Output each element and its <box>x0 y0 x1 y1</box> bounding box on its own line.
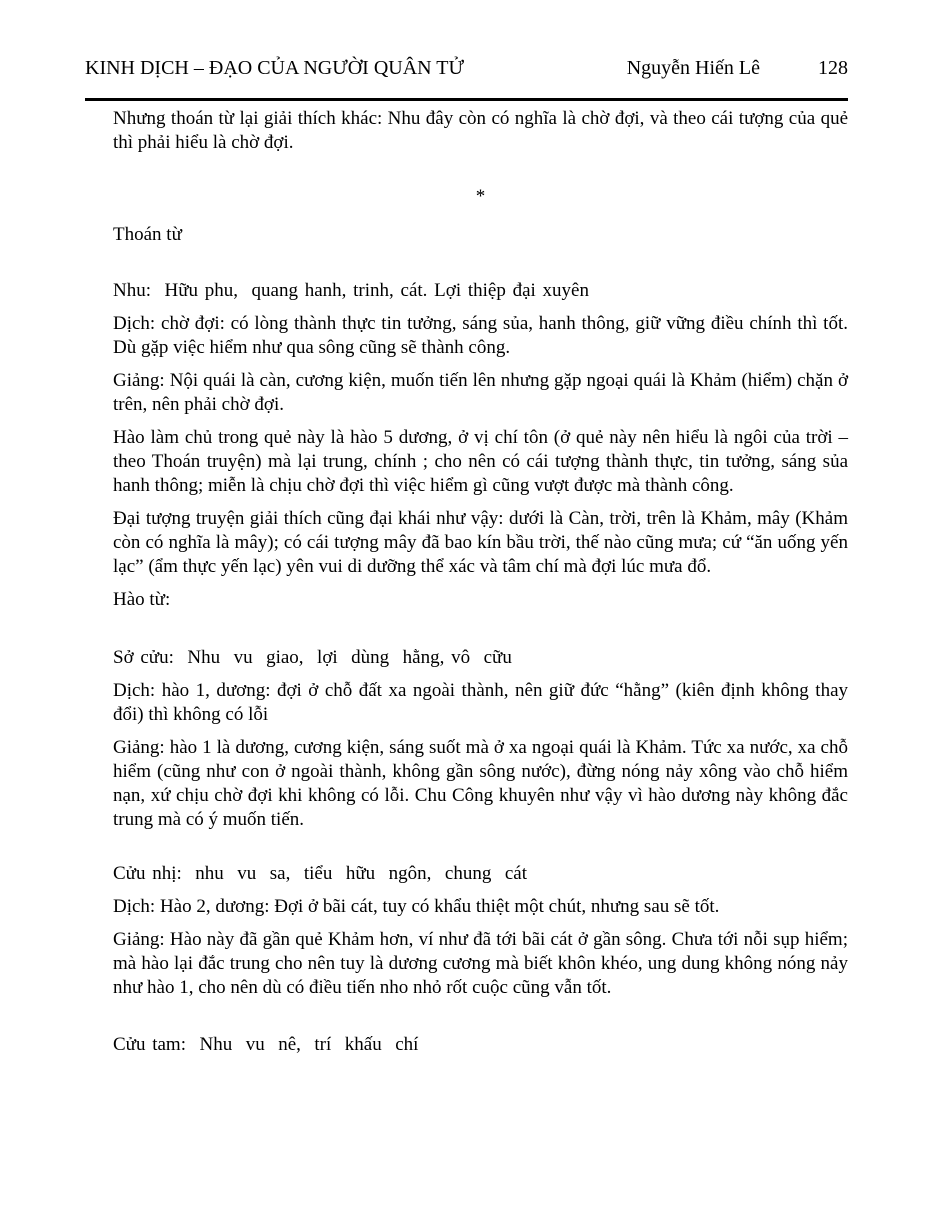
hao1-quote-line: Sở cửu: Nhu vu giao, lợi dùng hằng, vô cữu <box>113 647 512 668</box>
header-divider-rule <box>85 98 848 101</box>
thoan-tu-dai-tuong-paragraph: Đại tượng truyện giải thích cũng đại khái như vậy: dưới là Càn, trời, trên là Khảm, mây (Khảm còn có nghĩa là mây); có cái tượng mây đã bao kín bầu trời, thế nào cũng mưa; cứ “ăn uống yến lạc” (ẩm thực yến lạc) yên vui di dưỡng thể xác và tâm chí mà đợi lúc mưa đổ. <box>113 508 848 577</box>
thoan-tu-chu-hao-paragraph: Hào làm chủ trong quẻ này là hào 5 dương, ở vị chí tôn (ở quẻ này nên hiểu là ngôi của trời – theo Thoán truyện) mà lại trung, chính ; cho nên có cái tượng thành thực, tin tưởng, sáng sủa hanh thông; miễn là chịu chờ đợi thì việc hiểm gì cũng vượt được mà thành công. <box>113 427 848 496</box>
page-number: 128 <box>818 57 848 79</box>
book-title: KINH DỊCH – ĐẠO CỦA NGƯỜI QUÂN TỬ <box>85 57 464 79</box>
hao2-quote-line: Cửu nhị: nhu vu sa, tiểu hữu ngôn, chung cát <box>113 863 527 884</box>
hao2-giang-paragraph: Giảng: Hào này đã gần quẻ Khảm hơn, ví như đã tới bãi cát ở gần sông. Chưa tới nỗi sụp hiểm; mà hào lại đắc trung cho nên tuy là dương cương mà biết khôn khéo, ung dung không nóng nảy như hào 1, cho nên dù có điều tiến nho nhỏ rốt cuộc cũng vẫn tốt. <box>113 929 848 998</box>
hao1-giang-paragraph: Giảng: hào 1 là dương, cương kiện, sáng suốt mà ở xa ngoại quái là Khảm. Tức xa nước, xa chỗ hiểm (cũng như con ở ngoài thành, không gần sông nước), đừng nóng nảy xông vào chỗ hiểm nạn, xứ chịu chờ đợi khi không có lỗi. Chu Công khuyên như vậy vì hào dương này không đắc trung mà có ý muốn tiến. <box>113 737 848 830</box>
page-body <box>113 107 848 1057</box>
hao3-quote-line: Cửu tam: Nhu vu nê, trí khấu chí <box>113 1034 419 1055</box>
hao1-dich-paragraph: Dịch: hào 1, dương: đợi ở chỗ đất xa ngoài thành, nên giữ đức “hằng” (kiên định không thay đổi) thì không có lỗi <box>113 680 848 725</box>
thoan-tu-dich-paragraph: Dịch: chờ đợi: có lòng thành thực tin tưởng, sáng sủa, hanh thông, giữ vững điều chính thì tốt. Dù gặp việc hiểm như qua sông cũng sẽ thành công. <box>113 313 848 358</box>
section-separator-star: * <box>475 186 486 207</box>
hao2-dich-paragraph: Dịch: Hào 2, dương: Đợi ở bãi cát, tuy có khẩu thiệt một chút, nhưng sau sẽ tốt. <box>113 896 720 917</box>
author-name: Nguyễn Hiến Lê <box>626 57 760 79</box>
page-header <box>85 56 848 80</box>
thoan-tu-quote-line: Nhu: Hữu phu, quang hanh, trinh, cát. Lợi thiệp đại xuyên <box>113 280 589 301</box>
section-heading-thoan-tu: Thoán từ <box>113 224 182 245</box>
section-heading-hao-tu: Hào từ: <box>113 589 171 610</box>
thoan-tu-giang-paragraph: Giảng: Nội quái là càn, cương kiện, muốn tiến lên nhưng gặp ngoại quái là Khảm (hiểm) chặn ở trên, nên phải chờ đợi. <box>113 370 848 415</box>
intro-paragraph: Nhưng thoán từ lại giải thích khác: Nhu đây còn có nghĩa là chờ đợi, và theo cái tượng của quẻ thì phải hiểu là chờ đợi. <box>113 108 848 153</box>
